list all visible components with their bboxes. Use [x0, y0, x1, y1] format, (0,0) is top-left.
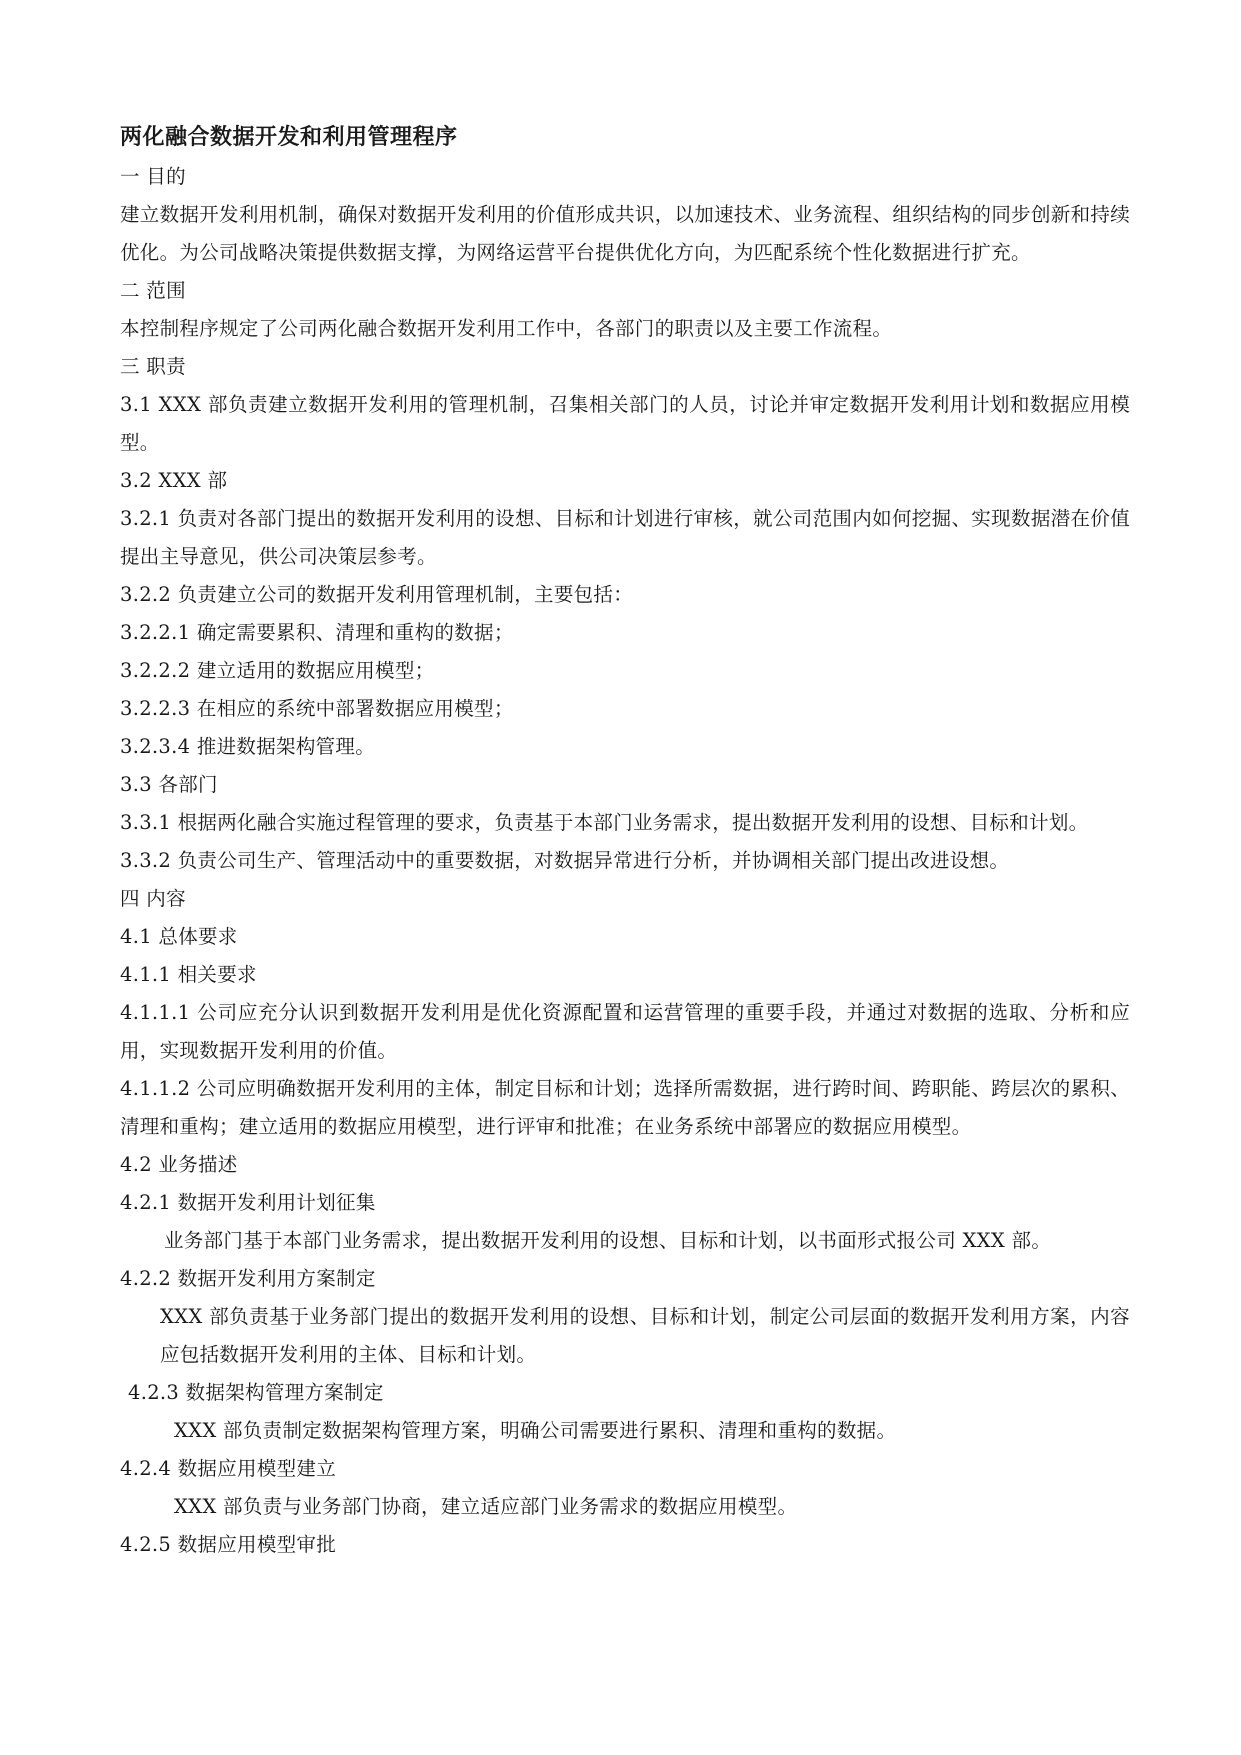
clause-3-2-1: 3.2.1 负责对各部门提出的数据开发利用的设想、目标和计划进行审核，就公司范围内如何挖掘、实现数据潜在价值提出主导意见，供公司决策层参考。	[120, 507, 1130, 568]
clause-4-2-4: 4.2.4 数据应用模型建立	[120, 1457, 337, 1480]
clause-3-3: 3.3 各部门	[120, 773, 218, 796]
clause-4-2: 4.2 业务描述	[120, 1153, 238, 1176]
purpose-text: 建立数据开发利用机制，确保对数据开发利用的价值形成共识，以加速技术、业务流程、组织结构的同步创新和持续优化。为公司战略决策提供数据支撑，为网络运营平台提供优化方向，为匹配系统个性化数据进行扩充。	[120, 203, 1130, 264]
clause-4-2-3: 4.2.3 数据架构管理方案制定	[128, 1381, 384, 1404]
clause-4-2-2: 4.2.2 数据开发利用方案制定	[120, 1267, 376, 1290]
clause-4-2-3-text: XXX 部负责制定数据架构管理方案，明确公司需要进行累积、清理和重构的数据。	[174, 1419, 897, 1442]
clause-3-1: 3.1 XXX 部负责建立数据开发利用的管理机制，召集相关部门的人员，讨论并审定数据开发利用计划和数据应用模型。	[120, 393, 1130, 454]
clause-3-2-2-2: 3.2.2.2 建立适用的数据应用模型；	[120, 659, 435, 682]
clause-4-2-1: 4.2.1 数据开发利用计划征集	[120, 1191, 376, 1214]
clause-3-2-2-3: 3.2.2.3 在相应的系统中部署数据应用模型；	[120, 697, 514, 720]
section-heading-responsibilities: 三 职责	[120, 355, 186, 378]
scope-text: 本控制程序规定了公司两化融合数据开发利用工作中，各部门的职责以及主要工作流程。	[120, 317, 893, 340]
section-heading-scope: 二 范围	[120, 279, 186, 302]
clause-4-2-5: 4.2.5 数据应用模型审批	[120, 1533, 337, 1556]
clause-3-3-2: 3.3.2 负责公司生产、管理活动中的重要数据，对数据异常进行分析，并协调相关部门提出改进设想。	[120, 849, 1010, 872]
section-heading-purpose: 一 目的	[120, 165, 186, 188]
clause-4-1-1-1: 4.1.1.1 公司应充分认识到数据开发利用是优化资源配置和运营管理的重要手段，并通过对数据的选取、分析和应用，实现数据开发利用的价值。	[120, 1001, 1130, 1062]
clause-3-3-1: 3.3.1 根据两化融合实施过程管理的要求，负责基于本部门业务需求，提出数据开发利用的设想、目标和计划。	[120, 811, 1089, 834]
document-body	[120, 122, 1130, 1564]
clause-3-2-3-4: 3.2.3.4 推进数据架构管理。	[120, 735, 376, 758]
clause-4-1-1-2: 4.1.1.2 公司应明确数据开发利用的主体，制定目标和计划；选择所需数据，进行跨时间、跨职能、跨层次的累积、清理和重构；建立适用的数据应用模型，进行评审和批准；在业务系统中部署应的数据应用模型。	[120, 1077, 1130, 1138]
document-title: 两化融合数据开发和利用管理程序	[120, 125, 458, 150]
clause-3-2: 3.2 XXX 部	[120, 469, 228, 492]
clause-4-2-2-text: XXX 部负责基于业务部门提出的数据开发利用的设想、目标和计划，制定公司层面的数据开发利用方案，内容应包括数据开发利用的主体、目标和计划。	[160, 1305, 1130, 1366]
clause-4-2-1-text: 业务部门基于本部门业务需求，提出数据开发利用的设想、目标和计划，以书面形式报公司 XXX 部。	[164, 1229, 1052, 1252]
clause-3-2-2-1: 3.2.2.1 确定需要累积、清理和重构的数据；	[120, 621, 514, 644]
clause-3-2-2: 3.2.2 负责建立公司的数据开发利用管理机制，主要包括：	[120, 583, 634, 606]
section-heading-content: 四 内容	[120, 887, 186, 910]
clause-4-2-4-text: XXX 部负责与业务部门协商，建立适应部门业务需求的数据应用模型。	[174, 1495, 798, 1518]
clause-4-1: 4.1 总体要求	[120, 925, 238, 948]
clause-4-1-1: 4.1.1 相关要求	[120, 963, 257, 986]
